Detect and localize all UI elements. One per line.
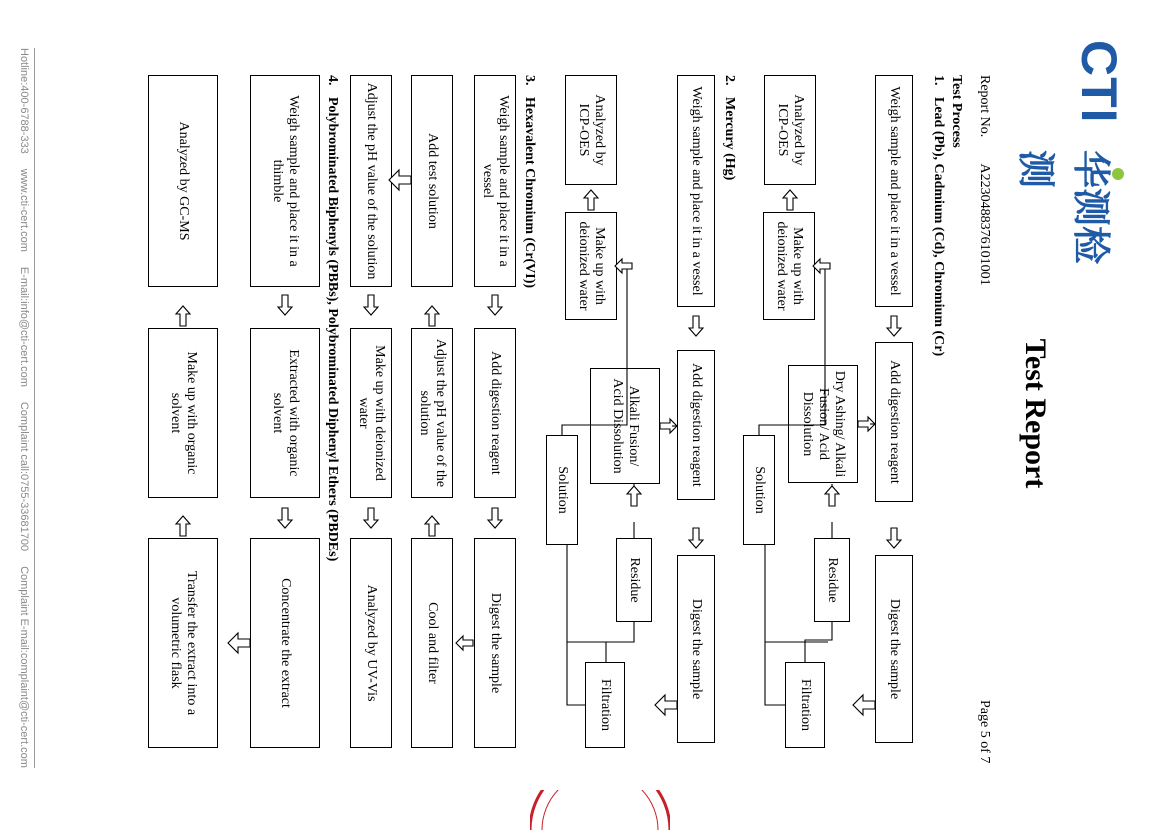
section-2-title: 2.Mercury (Hg) [722, 75, 737, 181]
s4-extracted-box: Extracted with organic solvent [250, 328, 320, 498]
s3-adjust-ph-2-box: Adjust the pH value of the solution [350, 75, 392, 287]
footer-hotline: Hotline:400-6788-333 [18, 48, 30, 154]
logo-text: CTI [1071, 40, 1127, 124]
cti-logo [1014, 40, 1132, 300]
section-1-num: 1. [931, 75, 946, 86]
s2-solution-box: Solution [546, 435, 578, 545]
s2-alkali-box: Alkali Fusion/ Acid Dissolution [590, 368, 660, 484]
s3-add-test-box: Add test solution [411, 75, 453, 287]
s3-add-reagent-box: Add digestion reagent [474, 328, 516, 498]
section-3-title: 3.Hexavalent Chromium (Cr(VI)) [522, 75, 537, 289]
s3-adjust-ph-1-box: Adjust the pH value of the solution [411, 328, 453, 498]
s4-transfer-box: Transfer the extract into a volumetric flask [148, 538, 218, 748]
s3-analyzed-box: Analyzed by UV-Vis [350, 538, 392, 748]
footer-email: E-mail:info@cti-cert.com [18, 266, 30, 387]
s1-add-reagent-box: Add digestion reagent [875, 342, 913, 502]
s3-make-up-box: Make up with deionized water [350, 328, 392, 498]
s1-analyzed-box: Analyzed by ICP-OES [764, 75, 816, 185]
footer-website: www.cti-cert.com [18, 168, 30, 252]
section-4-title: 4.Polybrominated Biphenyls (PBBs), Polybrominated Diphenyl Ethers (PBDEs) [325, 75, 340, 562]
s1-weigh-box: Weigh sample and place it in a vessel [875, 75, 913, 307]
report-no-label: Report No. [977, 75, 992, 138]
footer [18, 48, 35, 768]
stamp-seal-icon [530, 790, 670, 830]
s1-filtration-box: Filtration [785, 662, 825, 748]
s2-filtration-box: Filtration [585, 662, 625, 748]
s4-analyzed-box: Analyzed by GC-MS [148, 75, 218, 287]
section-1-title: 1.Lead (Pb), Cadmium (Cd), Chromium (Cr) [931, 75, 946, 357]
s2-weigh-box: Weigh sample and place it in a vessel [677, 75, 715, 307]
s3-weigh-box: Weigh sample and place it in a vessel [474, 75, 516, 287]
s4-weigh-box: Weigh sample and place it in a thimble [250, 75, 320, 287]
page-number: Page 5 of 7 [977, 700, 992, 764]
section-2-num: 2. [722, 75, 737, 86]
s1-dry-ashing-box: Dry Ashing/ Alkali Fusion/ Acid Dissolution [788, 365, 858, 483]
s1-digest-box: Digest the sample [875, 555, 913, 743]
section-4-num: 4. [325, 75, 340, 86]
test-process-label: Test Process [949, 75, 964, 148]
s2-make-up-box: Make up with deionized water [565, 212, 617, 320]
s4-make-up-box: Make up with organic solvent [148, 328, 218, 498]
s2-residue-box: Residue [616, 538, 652, 622]
s1-make-up-box: Make up with deionized water [763, 212, 815, 320]
footer-complaint-call: Complaint call:0755-33681700 [18, 401, 30, 552]
s2-digest-box: Digest the sample [677, 555, 715, 743]
s3-cool-filter-box: Cool and filter [411, 538, 453, 748]
s2-add-reagent-box: Add digestion reagent [677, 350, 715, 500]
page-title: Test Report [1019, 338, 1052, 489]
s3-digest-box: Digest the sample [474, 538, 516, 748]
s4-concentrate-box: Concentrate the extract [250, 538, 320, 748]
section-3-num: 3. [522, 75, 537, 86]
footer-complaint-email: Complaint E-mail:complaint@cti-cert.com [18, 566, 30, 768]
report-no-value: A2230488376101001 [977, 163, 992, 286]
s2-analyzed-box: Analyzed by ICP-OES [565, 75, 617, 185]
report-number [976, 75, 992, 286]
s1-residue-box: Residue [814, 538, 850, 622]
logo-cn: 华测检测 [1014, 150, 1113, 265]
s1-solution-box: Solution [743, 435, 775, 545]
